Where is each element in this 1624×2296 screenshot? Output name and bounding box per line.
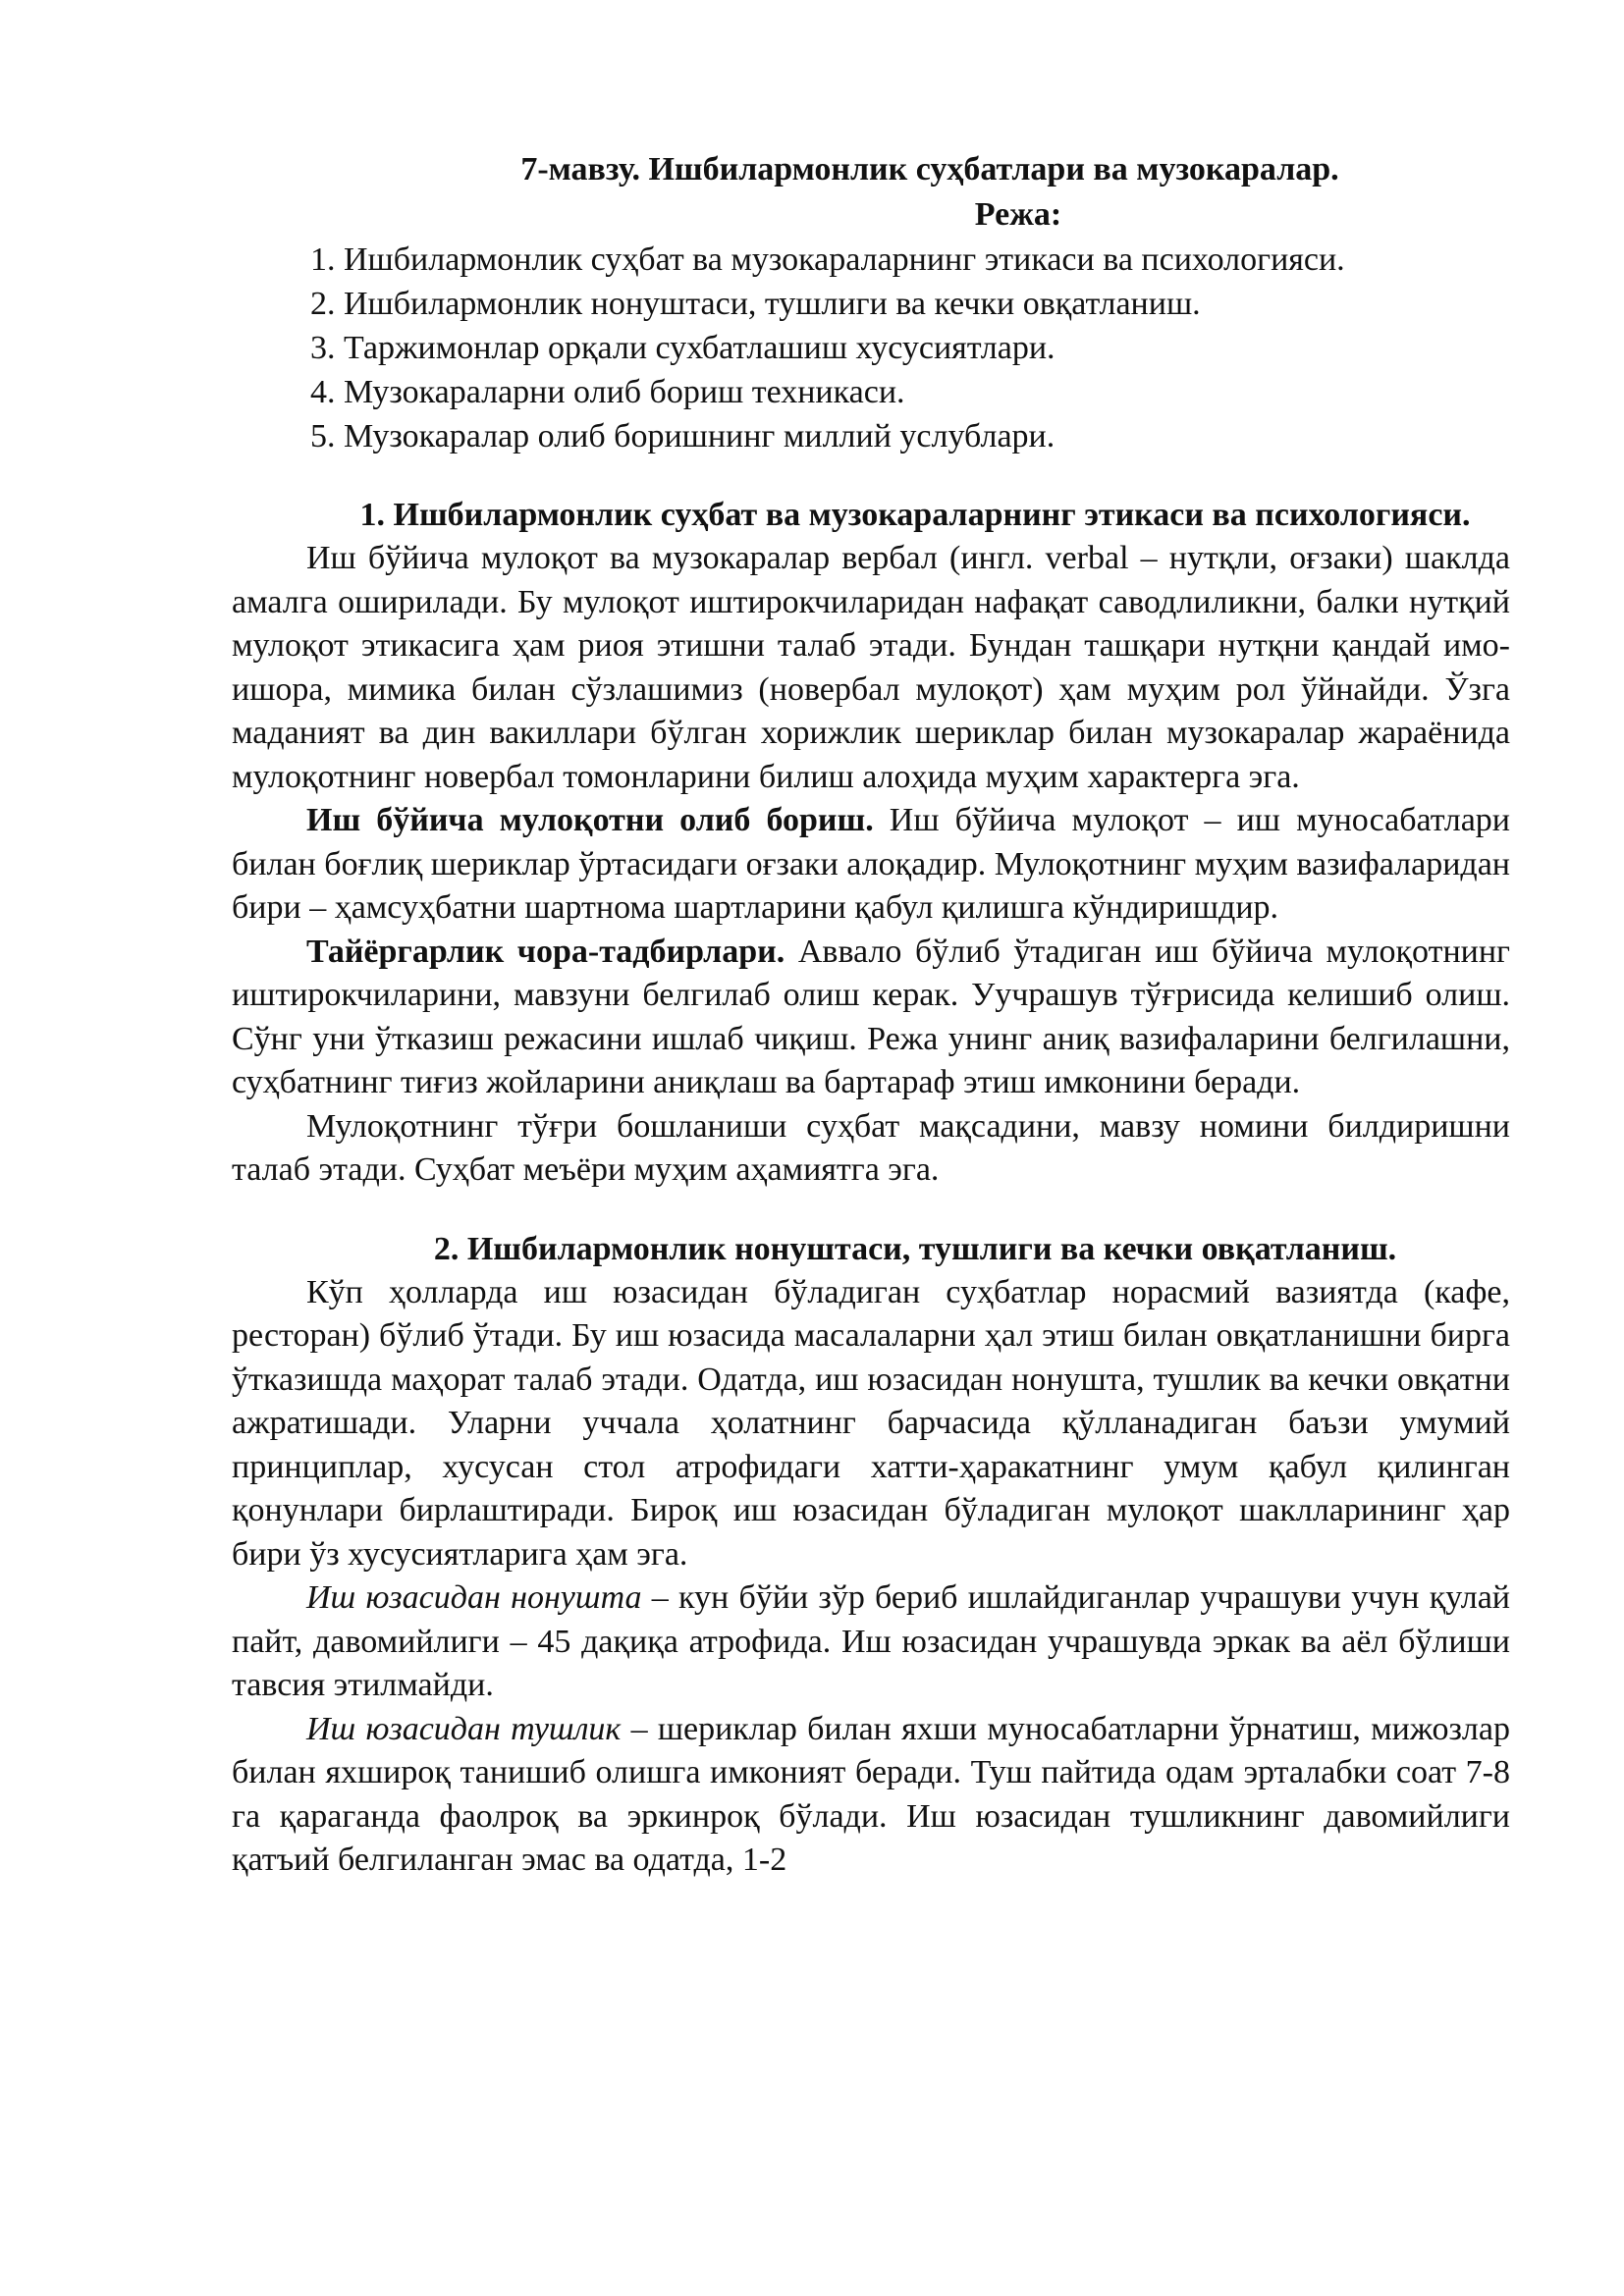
paragraph-lead: Иш юзасидан нонушта [306, 1579, 642, 1616]
plan-item: 5. Музокаралар олиб боришнинг миллий услублари. [310, 418, 1056, 454]
paragraph-text: Иш бўйича мулоқот – иш муносабатлари билан боғлиқ шериклар ўртасидаги оғзаки алоқадир. Мулоқотнинг муҳим вазифаларидан бири – ҳамсуҳбатни шартнома шартларини қабул қилишга кўндиришдир. [232, 802, 1510, 926]
plan-item: 3. Таржимонлар орқали сухбатлашиш хусусиятлари. [310, 330, 1056, 366]
section-1-paragraph-1: Иш бўйича мулоқот ва музокаралар вербал (ингл. verbal – нутқли, оғзаки) шаклда амалга оширилади. Бу мулоқот иштирокчиларидан нафақат саводлиликни, балки нутқий мулоқот этикасига ҳам риоя этишни талаб этади. Бундан ташқари нутқни қандай имо-ишора, мимика билан сўзлашимиз (новербал мулоқот) ҳам муҳим рол ўйнайди. Ўзга маданият ва дин вакиллари бўлган хорижлик шериклар билан музокаралар жараёнида мулоқотнинг новербал томонларини билиш алоҳида муҳим характерга эга. [232, 540, 1510, 795]
paragraph-text: – шериклар билан яхши муносабатларни ўрнатиш, мижозлар билан яхшироқ танишиб олишга имконият беради. Туш пайтида одам эрталабки соат 7-8 га қараганда фаолроқ ва эркинроқ бўлади. Иш юзасидан тушликнинг давомийлиги қатъий белгиланган эмас ва одатда, 1-2 [232, 1710, 1510, 1878]
section-1-paragraph-4: Мулоқотнинг тўғри бошланиши суҳбат мақсадини, мавзу номини билдиришни талаб этади. Суҳбат меъёри муҳим аҳамиятга эга. [232, 1107, 1510, 1188]
spacer [232, 1193, 1510, 1228]
section-1-paragraph-2 [232, 799, 1510, 931]
section-2-paragraph-3 [232, 1708, 1510, 1883]
paragraph-text: – кун бўйи зўр бериб ишлайдиганлар учрашуви учун қулай пайт, давомийлиги – 45 дақиқа атрофида. Иш юзасидан учрашувда эркак ва аёл бўлиши тавсия этилмайди. [232, 1579, 1510, 1703]
section-2-paragraph-2 [232, 1576, 1510, 1708]
plan-list [232, 238, 1510, 458]
document-page [232, 147, 1510, 1883]
spacer [232, 458, 1510, 494]
section-2-heading: 2. Ишбилармонлик нонуштаси, тушлиги ва кечки овқатланиш. [433, 1230, 1397, 1267]
plan-item: 4. Музокараларни олиб бориш техникаси. [310, 374, 905, 410]
section-2-paragraph-1: Кўп ҳолларда иш юзасидан бўладиган суҳбатлар норасмий вазиятда (кафе, ресторан) бўлиб ўтади. Бу иш юзасида масалаларни ҳал этиш билан овқатланишни бирга ўтказишда маҳорат талаб этади. Одатда, иш юзасидан нонушта, тушлик ва кечки овқатни ажратишади. Уларни уччала ҳолатнинг барчасида қўлланадиган баъзи умумий принциплар, хусусан стол атрофидаги хатти-ҳаракатнинг умум қабул қилинган қонунлари бирлаштиради. Бироқ иш юзасидан бўладиган мулоқот шаклларининг ҳар бири ўз хусусиятларига ҳам эга. [232, 1273, 1510, 1573]
section-1-heading: 1. Ишбилармонлик суҳбат ва музокараларнинг этикаси ва психологияси. [359, 497, 1471, 533]
page-title: 7-мавзу. Ишбилармонлик суҳбатлари ва музокаралар. [520, 151, 1339, 187]
section-1-paragraph-3 [232, 931, 1510, 1105]
paragraph-text: Аввало бўлиб ўтадиган иш бўйича мулоқотнинг иштирокчиларини, мавзуни белгилаб олиш керак. Уучрашув тўғрисида келишиб олиш. Сўнг уни ўтказиш режасини ишлаб чиқиш. Режа унинг аниқ вазифаларини белгилашни, суҳбатнинг тиғиз жойларини аниқлаш ва бартараф этиш имконини беради. [232, 933, 1510, 1100]
plan-label: Режа: [974, 196, 1062, 233]
plan-item: 2. Ишбилармонлик нонуштаси, тушлиги ва кечки овқатланиш. [310, 286, 1201, 322]
plan-item: 1. Ишбилармонлик суҳбат ва музокараларнинг этикаси ва психологияси. [310, 241, 1345, 278]
paragraph-lead: Иш юзасидан тушлик [306, 1710, 622, 1747]
paragraph-lead: Тайёргарлик чора-тадбирлари. [306, 933, 785, 970]
paragraph-lead: Иш бўйича мулоқотни олиб бориш. [306, 802, 874, 838]
